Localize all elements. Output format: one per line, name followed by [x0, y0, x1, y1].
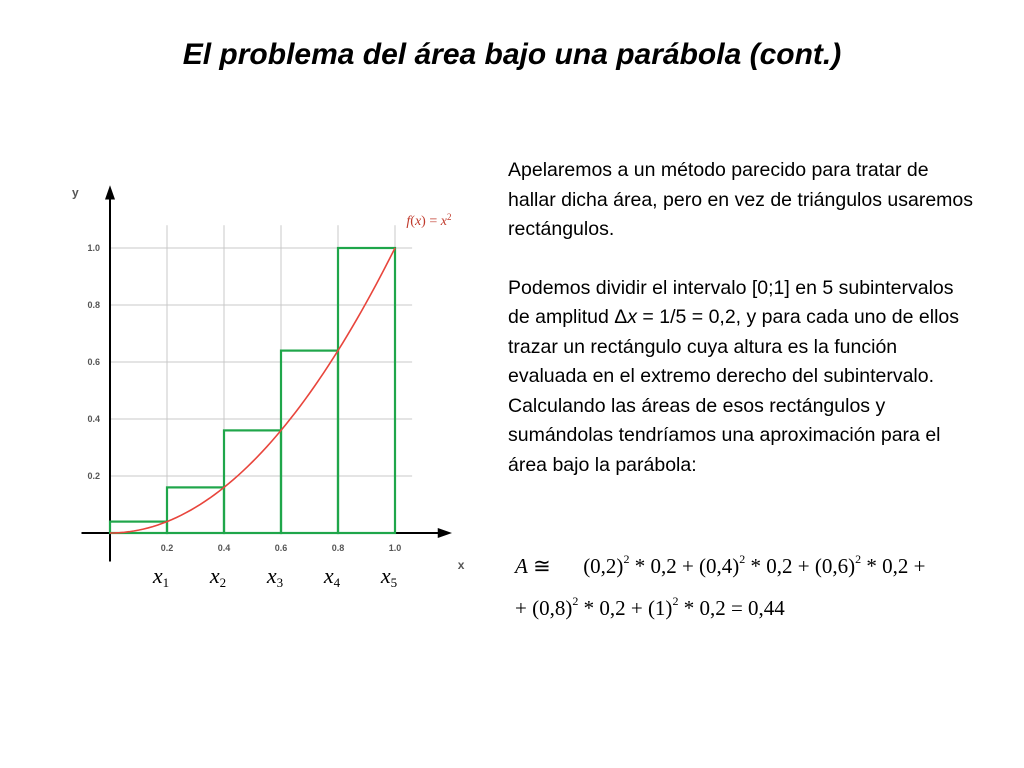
- point-label-x5: x5: [380, 563, 398, 590]
- term-4-base: (0,8): [532, 596, 573, 620]
- parabola-chart: [60, 178, 480, 598]
- term-5-exponent: 2: [672, 594, 679, 608]
- point-label-x1: x1: [152, 563, 170, 590]
- x-tick-label: 0.6: [274, 543, 288, 553]
- term-3-exponent: 2: [855, 552, 862, 566]
- term-3-base: (0,6): [814, 554, 856, 578]
- y-axis-label: y: [72, 185, 79, 200]
- term-5-rest: * 0,2 = 0,44: [678, 596, 785, 620]
- function-label-part: ) =: [421, 214, 441, 230]
- term-1-base: (0,2): [583, 554, 624, 578]
- riemann-rect-1: [110, 522, 167, 533]
- point-label-subscript: 1: [162, 575, 170, 590]
- y-tick-label: 0.6: [87, 357, 100, 367]
- chart-rectangles: [110, 248, 395, 533]
- term-2-rest: * 0,2 +: [745, 554, 815, 578]
- x-tick-label: 1.0: [388, 543, 402, 553]
- formula-lhs: A: [515, 554, 528, 578]
- riemann-rect-3: [224, 430, 281, 533]
- paragraph-method-part-1: Podemos dividir el intervalo [0;1] en 5 subintervalos de amplitud Δ: [508, 276, 954, 328]
- riemann-rect-4: [281, 351, 338, 533]
- function-label-part: f: [406, 214, 411, 230]
- paragraph-method-part-2: = 1/5 = 0,2, y para cada uno de ellos trazar un rectángulo cuya altura es la función evaluada en el extremo derecho del subintervalo. Calculando las áreas de esos rectángulos y sumándolas tendríamos una aproximación para el área bajo la parábola:: [508, 306, 959, 476]
- paragraph-intro: Apelaremos a un método parecido para tratar de hallar dicha área, pero en vez de triángulos usaremos rectángulos.: [508, 159, 974, 240]
- formula-lead-plus: +: [515, 596, 533, 620]
- x-tick-label: 0.2: [160, 543, 174, 553]
- function-label: [406, 212, 451, 229]
- term-4-exponent: 2: [572, 594, 579, 608]
- explanation-text: [508, 156, 978, 480]
- term-1-exponent: 2: [623, 552, 630, 566]
- chart-curve: [110, 248, 395, 533]
- function-label-part: x: [440, 214, 447, 230]
- term-3-rest: * 0,2 +: [861, 554, 926, 578]
- x-axis-arrow: [438, 528, 452, 538]
- term-2-exponent: 2: [739, 552, 746, 566]
- dx-variable: x: [627, 306, 638, 328]
- point-label-x3: x3: [266, 563, 284, 590]
- term-2-base: (0,4): [699, 554, 740, 578]
- point-label-x4: x4: [323, 563, 341, 590]
- approx-symbol: ≅: [533, 554, 551, 578]
- slide-title: El problema del área bajo una parábola (cont.): [182, 38, 842, 71]
- y-tick-label: 0.2: [87, 471, 100, 481]
- term-4-rest: * 0,2 +: [578, 596, 648, 620]
- chart-point-labels: [152, 563, 397, 590]
- y-axis-arrow: [105, 185, 115, 199]
- riemann-rect-5: [338, 248, 395, 533]
- chart-tick-labels: [87, 243, 401, 553]
- point-label-subscript: 2: [219, 575, 227, 590]
- x-axis-label: x: [457, 558, 465, 572]
- function-label-part: x: [414, 214, 422, 230]
- point-label-subscript: 4: [333, 575, 341, 590]
- point-label-subscript: 5: [390, 575, 398, 590]
- point-label-x2: x2: [209, 563, 227, 590]
- function-label-part: (: [410, 214, 415, 230]
- chart-axes: [82, 185, 453, 561]
- y-tick-label: 1.0: [87, 243, 100, 253]
- term-1-rest: * 0,2 +: [629, 554, 700, 578]
- parabola-curve: [110, 248, 395, 533]
- point-label-subscript: 3: [276, 575, 284, 590]
- formula-line-1: [515, 552, 925, 579]
- chart-grid: [110, 225, 412, 533]
- formula-line-2: [515, 594, 785, 621]
- paragraph-method: [508, 274, 978, 481]
- y-tick-label: 0.8: [87, 300, 100, 310]
- x-tick-label: 0.8: [331, 543, 345, 553]
- y-tick-label: 0.4: [87, 414, 100, 424]
- x-tick-label: 0.4: [217, 543, 231, 553]
- function-label-part: 2: [446, 212, 452, 223]
- term-5-base: (1): [647, 596, 673, 620]
